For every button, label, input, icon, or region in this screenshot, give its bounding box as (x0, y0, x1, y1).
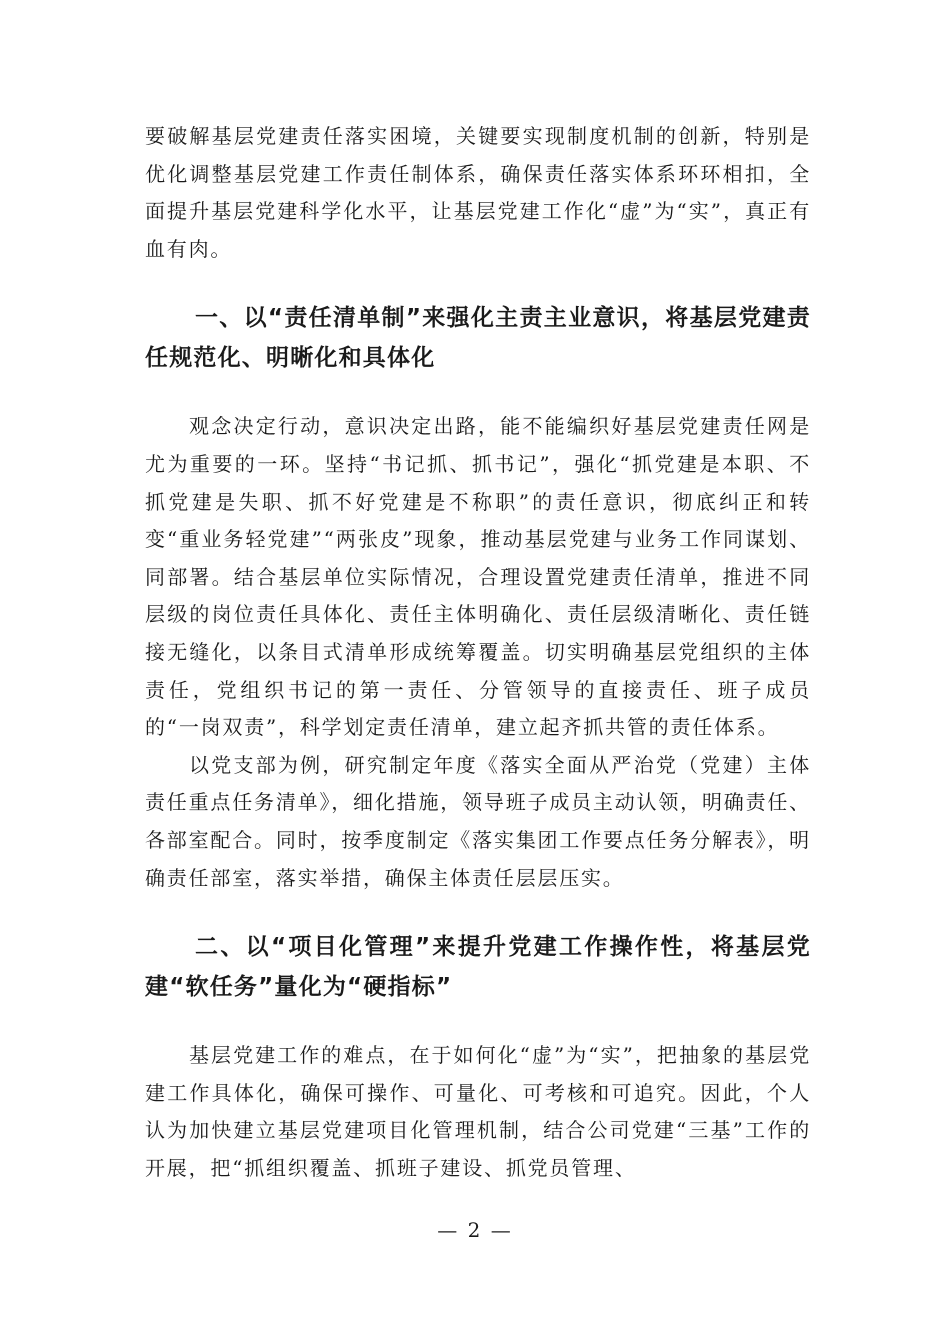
section-2-paragraph-1: 基层党建工作的难点，在于如何化“虚”为“实”，把抽象的基层党建工作具体化，确保可操作、可量化、可考核和可追究。因此，个人认为加快建立基层党建项目化管理机制，结合公司党建“三基”工作的开展，把“抓组织覆盖、抓班子建设、抓党员管理、 (145, 1043, 811, 1180)
section-1-heading: 一、以“责任清单制”来强化主责主业意识，将基层党建责任规范化、明晰化和具体化 (145, 305, 811, 372)
section-1-paragraph-1: 观念决定行动，意识决定出路，能不能编织好基层党建责任网是尤为重要的一环。坚持“书记抓、抓书记”，强化“抓党建是本职、不抓党建是失职、抓不好党建是不称职”的责任意识，彻底纠正和转变“重业务轻党建”“两张皮”现象，推动基层党建与业务工作同谋划、同部署。结合基层单位实际情况，合理设置党建责任清单，推进不同层级的岗位责任具体化、责任主体明确化、责任层级清晰化、责任链接无缝化，以条目式清单形成统筹覆盖。切实明确基层党组织的主体责任，党组织书记的第一责任、分管领导的直接责任、班子成员的“一岗双责”，科学划定责任清单，建立起齐抓共管的责任体系。 (145, 414, 811, 740)
page-number: — 2 — (437, 1218, 513, 1242)
intro-paragraph: 要破解基层党建责任落实困境，关键要实现制度机制的创新，特别是优化调整基层党建工作责任制体系，确保责任落实体系环环相扣，全面提升基层党建科学化水平，让基层党建工作化“虚”为“实”，真正有血有肉。 (145, 124, 811, 261)
section-1-paragraph-2: 以党支部为例，研究制定年度《落实全面从严治党（党建）主体责任重点任务清单》，细化措施，领导班子成员主动认领，明确责任、各部室配合。同时，按季度制定《落实集团工作要点任务分解表》，明确责任部室，落实举措，确保主体责任层层压实。 (145, 752, 811, 890)
section-2-heading: 二、以“项目化管理”来提升党建工作操作性，将基层党建“软任务”量化为“硬指标” (145, 934, 811, 1001)
document-body (145, 118, 811, 1187)
